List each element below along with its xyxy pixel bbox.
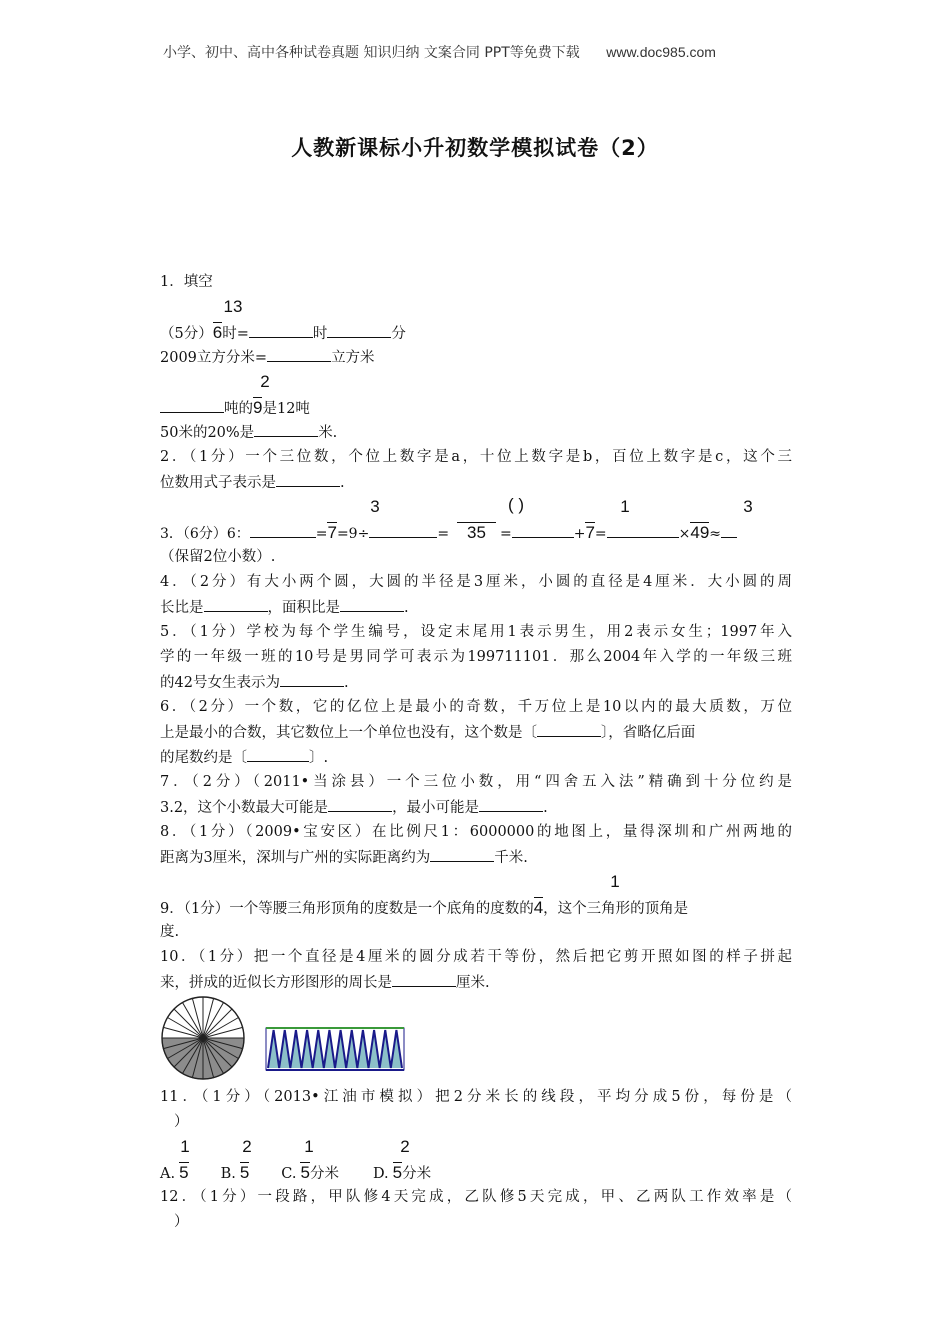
- q5-line3: 的42号女生表示为 .: [160, 670, 792, 695]
- q3-line2: （保留2位小数）.: [160, 549, 276, 565]
- q9-fraction: 1: [610, 872, 620, 891]
- q10-figure: [160, 995, 792, 1085]
- q9-line1: 1 9．（1分）一个等腰三角形顶角的度数是一个底角的度数的4，这个三角形的顶角是: [160, 872, 689, 917]
- q3-blank2[interactable]: [369, 521, 437, 538]
- q7-blank2[interactable]: [479, 795, 543, 812]
- q7-line1: 7．（2分）（2011•当涂县）一个三位小数，用“四舍五入法”精确到十分位约是: [160, 774, 792, 790]
- option-a[interactable]: A. 5: [160, 1163, 189, 1182]
- q4-blank2[interactable]: [340, 595, 404, 612]
- q7-blank1[interactable]: [328, 795, 392, 812]
- q2-line2: 位数用式子表示是 .: [160, 470, 792, 495]
- q3-blank3[interactable]: [512, 521, 574, 538]
- q11-line2: ）: [174, 1114, 189, 1130]
- q6-line2: 上是最小的合数，其它数位上一个单位也没有，这个数是〔 〕，省略亿后面: [160, 720, 792, 745]
- q6-blank1[interactable]: [537, 720, 601, 737]
- q5-line1: 5．（1分）学校为每个学生编号，设定末尾用1表示男生，用2表示女生；1997年入: [160, 624, 792, 640]
- q12-line2: ）: [174, 1214, 189, 1230]
- q1-d-blank[interactable]: [254, 420, 318, 437]
- option-b-fraction: 2: [242, 1137, 252, 1156]
- q5-line2: 学的一年级一班的10号是男同学可表示为199711101．那么2004年入学的一年级三班: [160, 649, 792, 665]
- q3-blank4[interactable]: [607, 521, 679, 538]
- q4-blank1[interactable]: [204, 595, 268, 612]
- q1-line-a: 13 （5分）6时= 时 分: [160, 297, 406, 342]
- q3-f4: 3: [743, 497, 753, 516]
- q7-line2: 3.2，这个小数最大可能是 ，最小可能是 .: [160, 795, 792, 820]
- option-a-fraction: 1: [180, 1137, 190, 1156]
- q2-line1: 2．（1分）一个三位数，个位上数字是a，十位上数字是b，百位上数字是c，这个三: [160, 449, 792, 465]
- q9-line2: 度.: [160, 924, 180, 940]
- q3-f1: 3: [370, 497, 380, 516]
- header-site: www.doc985.com: [606, 44, 716, 60]
- q1-line-d: 50米的20%是 米.: [160, 420, 792, 445]
- page-title: 人教新课标小升初数学模拟试卷（2）: [291, 136, 659, 160]
- option-c[interactable]: C. 5分米: [281, 1163, 339, 1182]
- q8-line2: 距离为3厘米，深圳与广州的实际距离约为 千米.: [160, 845, 792, 870]
- q1-b-blank[interactable]: [267, 345, 331, 362]
- q1-line-b: 2009立方分米= 立方米: [160, 345, 792, 370]
- q1-c-blank[interactable]: [160, 396, 224, 413]
- q11-options: [160, 1135, 792, 1185]
- q10-line2: 来，拼成的近似长方形图形的周长是 厘米.: [160, 970, 792, 995]
- q6-line3: 的尾数约是〔 〕.: [160, 745, 792, 770]
- q1-a-frac-den: 6: [212, 323, 223, 342]
- q10-line1: 10．（1分）把一个直径是4厘米的圆分成若干等份，然后把它剪开照如图的样子拼起: [160, 949, 792, 965]
- q12-line1: 12．（1分）一段路，甲队修4天完成，乙队修5天完成，甲、乙两队工作效率是（: [160, 1189, 792, 1205]
- q6-blank2[interactable]: [247, 745, 309, 762]
- page-header: [163, 42, 803, 62]
- q11-line1: 11．（1分）（2013•江油市模拟）把2分米长的线段，平均分成5份，每份是（: [160, 1089, 792, 1105]
- q8-blank[interactable]: [430, 845, 494, 862]
- q3-f3: 1: [620, 497, 630, 516]
- q2-blank[interactable]: [276, 470, 340, 487]
- q1-a-blank2[interactable]: [327, 321, 391, 338]
- q8-line1: 8．（1分）（2009•宝安区）在比例尺1：6000000的地图上，量得深圳和广州两地的: [160, 824, 792, 840]
- q5-blank[interactable]: [280, 670, 344, 687]
- q4-line1: 4．（2分）有大小两个圆，大圆的半径是3厘米，小圆的直径是4厘米．大小圆的周: [160, 574, 792, 590]
- q1-c-fraction: 2: [260, 372, 270, 391]
- q1-label: 1．填空: [160, 274, 213, 290]
- header-text: 小学、初中、高中各种试卷真题 知识归纳 文案合同 PPT等免费下载: [163, 45, 580, 61]
- q1-line-c: 2 吨的9是12吨: [160, 370, 792, 420]
- question-list: [160, 270, 792, 1235]
- q1-a-blank1[interactable]: [249, 321, 313, 338]
- option-b[interactable]: B. 5: [220, 1163, 250, 1182]
- q4-line2: 长比是 ，面积比是 .: [160, 595, 792, 620]
- q3-f2: ( ): [507, 495, 525, 514]
- q3-line1: 3 ( ) 1 3 3．（6分）6： =7=9÷ = 35 = +7= ×49≈: [160, 495, 792, 545]
- q3-blank1[interactable]: [250, 521, 316, 538]
- approx-rectangle: [266, 1028, 404, 1070]
- divided-circle: [162, 997, 244, 1079]
- option-c-fraction: 1: [304, 1137, 314, 1156]
- q1-c-frac-den: 9: [253, 398, 263, 417]
- q1-a-fraction: 13: [223, 297, 243, 316]
- q3-blank5[interactable]: [721, 521, 737, 538]
- q6-line1: 6．（2分）一个数，它的亿位上是最小的奇数，千万位上是10以内的最大质数，万位: [160, 699, 792, 715]
- option-d-fraction: 2: [400, 1137, 410, 1156]
- option-d[interactable]: D. 5分米: [372, 1163, 432, 1182]
- circle-rectangle-diagram: [160, 995, 420, 1085]
- q10-blank[interactable]: [392, 970, 456, 987]
